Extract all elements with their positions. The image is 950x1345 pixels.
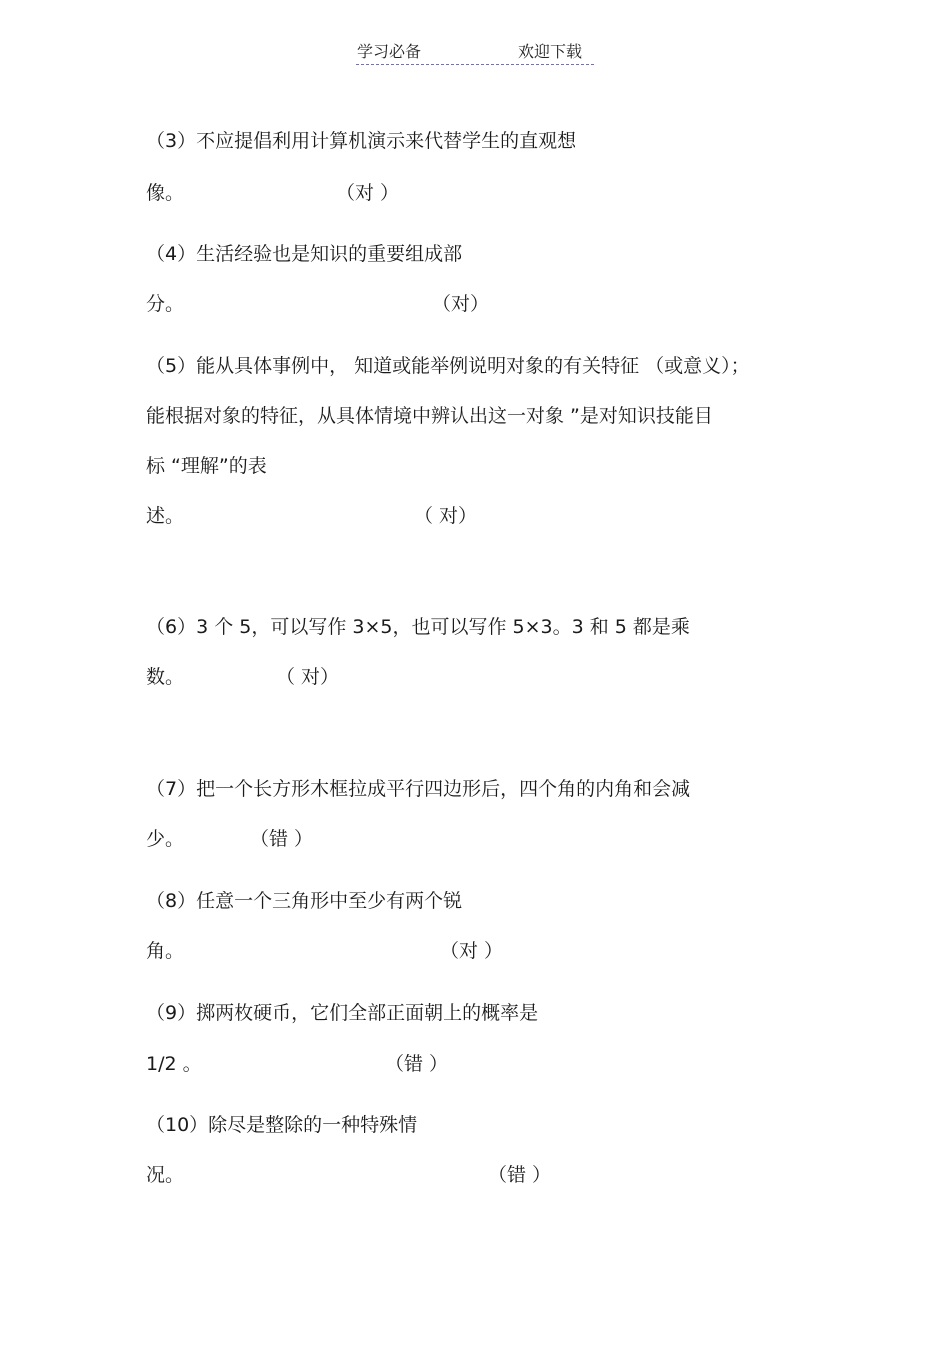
q7-line1: （7）把一个长方形木框拉成平行四边形后，四个角的内角和会减 (146, 778, 691, 800)
q10-line2: 况。 (146, 1164, 185, 1186)
q4-line1: （4）生活经验也是知识的重要组成部 (146, 243, 463, 265)
q3-line2: 像。 (146, 182, 185, 204)
q6-answer: （ 对） (276, 666, 340, 688)
header-right-text: 欢迎下载 (518, 42, 583, 61)
q6-line2: 数。 (146, 666, 185, 688)
q5-answer: （ 对） (414, 505, 478, 527)
q8-line1: （8）任意一个三角形中至少有两个锐 (146, 890, 463, 912)
q7-answer: （错 ） (250, 828, 314, 850)
q5-line2: 能根据对象的特征，从具体情境中辨认出这一对象 ”是对知识技能目 (146, 405, 713, 427)
q6-line1: （6）3 个 5，可以写作 3×5，也可以写作 5×3。3 和 5 都是乘 (146, 616, 690, 638)
q8-line2: 角。 (146, 940, 185, 962)
page-header (356, 42, 594, 65)
q10-answer: （错 ） (488, 1164, 552, 1186)
q10-line1: （10）除尽是整除的一种特殊情 (146, 1114, 418, 1136)
q9-line1: （9）掷两枚硬币，它们全部正面朝上的概率是 (146, 1002, 539, 1024)
q4-line2: 分。 (146, 293, 185, 315)
header-left-text: 学习必备 (357, 42, 422, 61)
q3-line1: （3）不应提倡利用计算机演示来代替学生的直观想 (146, 130, 577, 152)
q9-line2: 1/2 。 (146, 1053, 202, 1075)
q5-line1: （5）能从具体事例中， 知道或能举例说明对象的有关特征 （或意义）； (146, 355, 750, 377)
q9-answer: （错 ） (385, 1053, 449, 1075)
q3-answer: （对 ） (336, 182, 400, 204)
q7-line2: 少。 (146, 828, 185, 850)
q5-line3: 标 “理解”的表 (146, 455, 267, 477)
q8-answer: （对 ） (440, 940, 504, 962)
q4-answer: （对） (432, 293, 490, 315)
q5-line4: 述。 (146, 505, 185, 527)
